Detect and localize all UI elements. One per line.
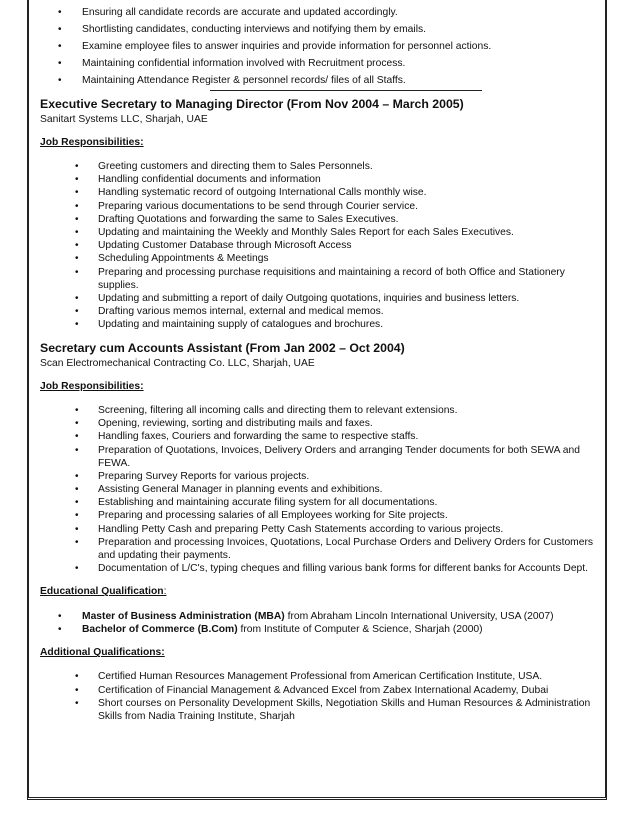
degree-detail: from Institute of Computer & Science, Sharjah (2000) xyxy=(237,624,483,636)
list-item: • Shortlisting candidates, conducting interviews and notifying them by emails. xyxy=(40,21,595,38)
list-item: • Certified Human Resources Management Professional from American Certification Institute, USA. xyxy=(40,670,595,683)
responsibilities-list xyxy=(40,160,595,331)
list-item: • Preparing and processing purchase requisitions and maintaining a record of both Office and Stationery supplies. xyxy=(40,266,595,292)
list-item: • Establishing and maintaining accurate filing system for all documentations. xyxy=(40,496,595,509)
list-item: • Updating Customer Database through Microsoft Access xyxy=(40,239,595,252)
list-item: • Drafting Quotations and forwarding the same to Sales Executives. xyxy=(40,213,595,226)
list-item: • Scheduling Appointments & Meetings xyxy=(40,252,595,265)
list-item: • Certification of Financial Management & Advanced Excel from Zabex International Academy, Dubai xyxy=(40,684,595,697)
list-item: • Drafting various memos internal, external and medical memos. xyxy=(40,305,595,318)
section-heading: Job Responsibilities: xyxy=(40,137,144,148)
company-name: Scan Electromechanical Contracting Co. LLC, Sharjah, UAE xyxy=(40,358,315,370)
education-heading: Educational Qualification: xyxy=(40,585,167,597)
resume-content xyxy=(40,4,595,723)
list-item: • Updating and submitting a report of daily Outgoing quotations, inquiries and business letters. xyxy=(40,292,595,305)
list-item: • Greeting customers and directing them to Sales Personnels. xyxy=(40,160,595,173)
list-item: • Handling faxes, Couriers and forwarding the same to respective staffs. xyxy=(40,430,595,443)
additional-qualifications-list xyxy=(40,670,595,722)
responsibilities-list xyxy=(40,404,595,575)
list-item: • Ensuring all candidate records are accurate and updated accordingly. xyxy=(40,4,595,21)
list-item xyxy=(40,610,595,623)
list-item: • Examine employee files to answer inquiries and provide information for personnel actions. xyxy=(40,38,595,55)
list-item: • Preparation of Quotations, Invoices, Delivery Orders and arranging Tender documents for both SEWA and FEWA. xyxy=(40,444,595,470)
degree-name: Master of Business Administration (MBA) xyxy=(82,610,285,622)
list-item: • Updating and maintaining the Weekly and Monthly Sales Report for each Sales Executives. xyxy=(40,226,595,239)
list-item: • Handling confidential documents and information xyxy=(40,173,595,186)
top-duties-list xyxy=(40,4,595,89)
list-item: • Maintaining confidential information involved with Recruitment process. xyxy=(40,55,595,72)
company-name: Sanitart Systems LLC, Sharjah, UAE xyxy=(40,114,208,125)
degree-name: Bachelor of Commerce (B.Com) xyxy=(82,624,238,636)
list-item: • Preparation and processing Invoices, Quotations, Local Purchase Orders and Delivery Orders for Customers and updating their payments. xyxy=(40,536,595,562)
list-item: • Assisting General Manager in planning events and exhibitions. xyxy=(40,483,595,496)
list-item: • Preparing and processing salaries of all Employees working for Site projects. xyxy=(40,509,595,522)
list-item: • Handling systematic record of outgoing International Calls monthly wise. xyxy=(40,186,595,199)
list-item: • Preparing Survey Reports for various projects. xyxy=(40,470,595,483)
section-heading: Additional Qualifications: xyxy=(40,647,165,659)
list-item: • Handling Petty Cash and preparing Petty Cash Statements according to various projects. xyxy=(40,523,595,536)
list-item: • Preparing various documentations to be send through Courier service. xyxy=(40,200,595,213)
list-item: • Short courses on Personality Development Skills, Negotiation Skills and Human Resources & Administration Skills from Nadia Training Institute, Sharjah xyxy=(40,697,595,723)
list-item: • Opening, reviewing, sorting and distributing mails and faxes. xyxy=(40,417,595,430)
list-item: • Documentation of L/C's, typing cheques and filling various bank forms for different banks for Accounts Dept. xyxy=(40,562,595,575)
list-item: • Updating and maintaining supply of catalogues and brochures. xyxy=(40,318,595,331)
job-title: Secretary cum Accounts Assistant (From Jan 2002 – Oct 2004) xyxy=(40,341,405,356)
education-list xyxy=(40,610,595,637)
list-item xyxy=(40,623,595,636)
section-heading: Job Responsibilities: xyxy=(40,381,144,393)
list-item: • Maintaining Attendance Register & personnel records/ files of all Staffs. xyxy=(40,72,595,89)
list-item: • Screening, filtering all incoming calls and directing them to relevant extensions. xyxy=(40,404,595,417)
degree-detail: from Abraham Lincoln International University, USA (2007) xyxy=(284,610,554,622)
job-title: Executive Secretary to Managing Director (From Nov 2004 – March 2005) xyxy=(40,97,464,111)
divider xyxy=(210,90,482,91)
